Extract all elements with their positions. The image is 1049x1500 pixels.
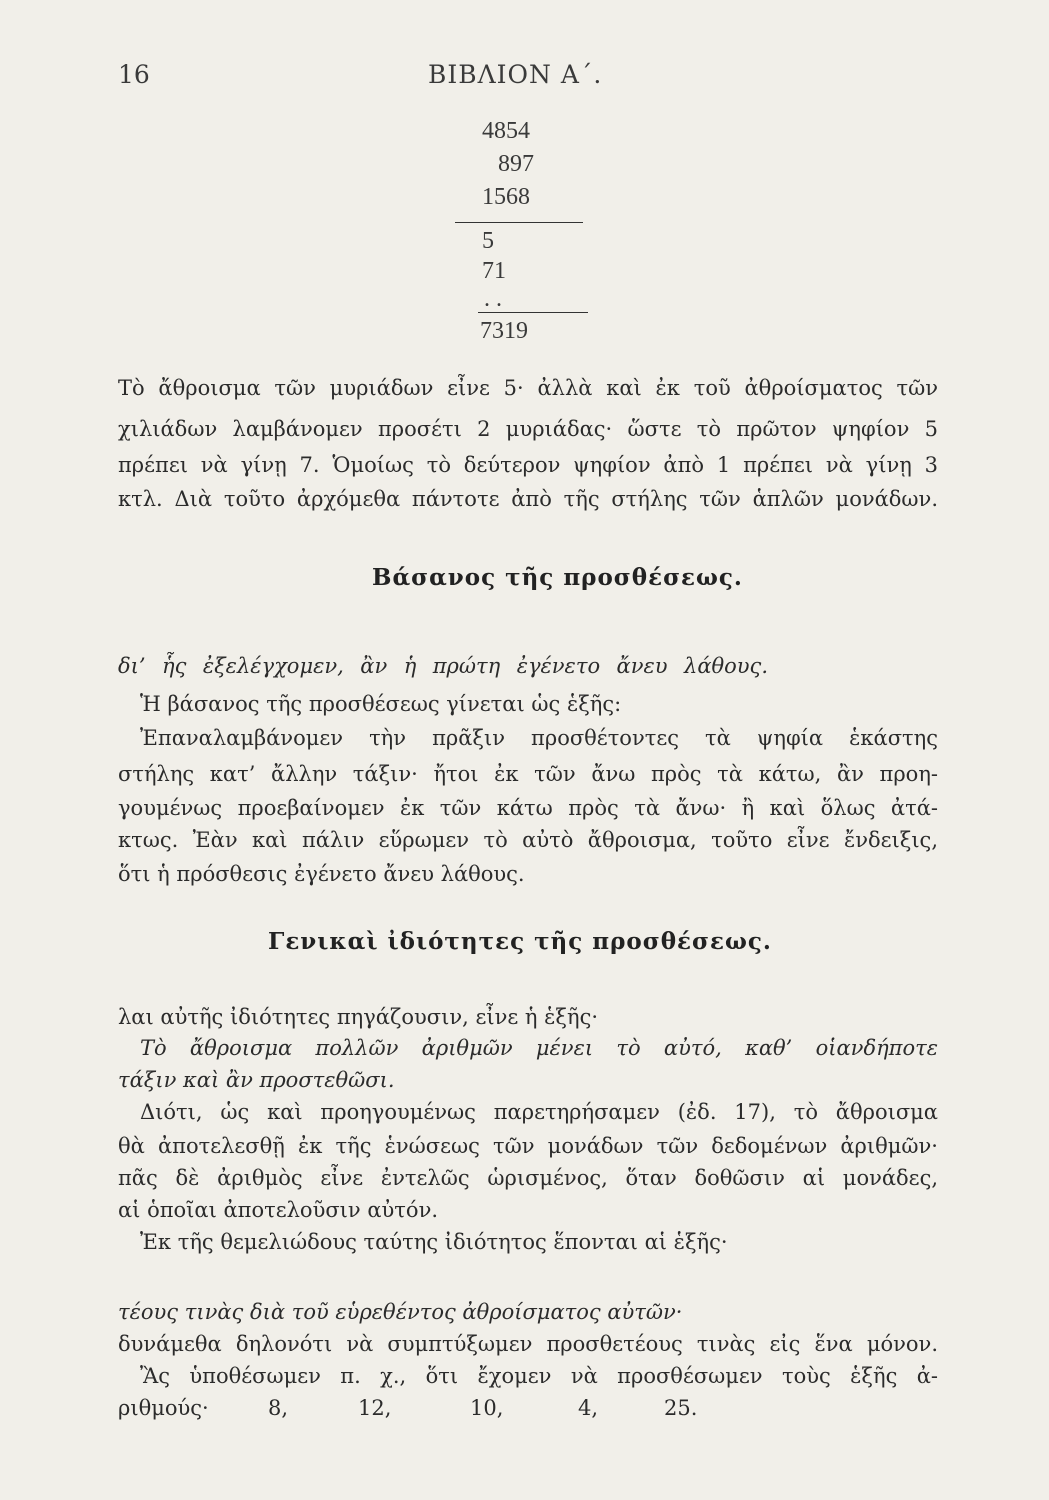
intro-line-1: Τὸ ἄθροισμα τῶν μυριάδων εἶνε 5· ἀλλὰ καὶ ἐκ τοῦ ἀθροίσματος τῶν [118, 376, 938, 400]
page-number: 16 [118, 60, 150, 89]
para-22-body-2: Ἐπαναλαμβάνομεν τὴν πρᾶξιν προσθέτοντες τὰ ψηφία ἑκάστης [140, 726, 938, 750]
para-23-body-4: αἱ ὁποῖαι ἀποτελοῦσιν αὐτόν. [118, 1198, 439, 1222]
addend-1: 4854 [482, 118, 530, 144]
item-1-line-2: τέους τινὰς διὰ τοῦ εὑρεθέντος ἀθροίσματος αὐτῶν· [118, 1300, 683, 1324]
para-22-body-3: στήλης κατ’ ἄλλην τάξιν· ἤτοι ἐκ τῶν ἄνω πρὸς τὰ κάτω, ἂν προη- [118, 762, 938, 786]
definition-line-2: δι’ ἧς ἐξελέγχομεν, ἂν ἡ πρώτη ἐγένετο ἄνευ λάθους. [118, 654, 768, 678]
number-5: 25. [664, 1396, 698, 1420]
running-title: ΒΙΒΛΙΟΝ Α΄. [428, 60, 603, 89]
para-23-body-3: πᾶς δὲ ἀριθμὸς εἶνε ἐντελῶς ὡρισμένος, ὅταν δοθῶσιν αἱ μονάδες, [118, 1166, 938, 1190]
numbers-line [118, 1394, 938, 1424]
para-23-body-7: Ἂς ὑποθέσωμεν π. χ., ὅτι ἔχομεν νὰ προσθέσωμεν τοὺς ἑξῆς ἀ- [140, 1364, 938, 1388]
para-23-body-1: Διότι, ὡς καὶ προηγουμένως παρετηρήσαμεν (ἐδ. 17), τὸ ἄθροισμα [140, 1100, 938, 1124]
number-1: 8, [268, 1396, 289, 1420]
number-2: 12, [358, 1396, 392, 1420]
partial-2: 71 [482, 258, 506, 284]
addend-2: 897 [498, 151, 534, 177]
rule-line-2: τάξιν καὶ ἂν προστεθῶσι. [118, 1068, 395, 1092]
partial-dots: . . [484, 286, 502, 312]
intro-line-2: χιλιάδων λαμβάνομεν προσέτι 2 μυριάδας· ὥστε τὸ πρῶτον ψηφίον 5 [118, 417, 938, 441]
intro-line-3: πρέπει νὰ γίνῃ 7. Ὁμοίως τὸ δεύτερον ψηφίον ἀπὸ 1 πρέπει νὰ γίνῃ 3 [118, 453, 938, 477]
para-23-line-2: λαι αὐτῆς ἰδιότητες πηγάζουσιν, εἶνε ἡ ἑξῆς· [118, 1005, 599, 1029]
partial-1: 5 [482, 228, 494, 254]
para-22-body-4: γουμένως προεβαίνομεν ἐκ τῶν κάτω πρὸς τὰ ἄνω· ἢ καὶ ὅλως ἀτά- [118, 796, 938, 820]
heading-proof-of-addition: Βάσανος τῆς προσθέσεως. [372, 564, 743, 591]
sum-rule [455, 222, 583, 223]
number-4: 4, [578, 1396, 599, 1420]
heading-general-properties: Γενικαὶ ἰδιότητες τῆς προσθέσεως. [268, 928, 772, 955]
para-22-body-5: κτως. Ἐὰν καὶ πάλιν εὕρωμεν τὸ αὐτὸ ἄθροισμα, τοῦτο εἶνε ἔνδειξις, [118, 828, 938, 852]
para-22-body-1: Ἡ βάσανος τῆς προσθέσεως γίνεται ὡς ἑξῆς: [140, 692, 622, 716]
number-3: 10, [470, 1396, 504, 1420]
para-22-body-6: ὅτι ἡ πρόσθεσις ἐγένετο ἄνευ λάθους. [118, 862, 525, 886]
sum-total: 7319 [480, 318, 528, 344]
para-23-body-5: Ἐκ τῆς θεμελιώδους ταύτης ἰδιότητος ἕπονται αἱ ἑξῆς· [140, 1230, 728, 1254]
last-word: ριθμούς· [118, 1396, 209, 1420]
para-23-body-6: δυνάμεθα δηλονότι νὰ συμπτύξωμεν προσθετέους τινὰς εἰς ἕνα μόνον. [118, 1332, 938, 1356]
addend-3: 1568 [482, 184, 530, 210]
para-23-body-2: θὰ ἀποτελεσθῇ ἐκ τῆς ἑνώσεως τῶν μονάδων τῶν δεδομένων ἀριθμῶν· [118, 1134, 938, 1158]
total-rule [478, 312, 588, 313]
page-header [118, 60, 949, 96]
intro-line-4: κτλ. Διὰ τοῦτο ἀρχόμεθα πάντοτε ἀπὸ τῆς στήλης τῶν ἁπλῶν μονάδων. [118, 487, 938, 511]
rule-line-1: Τὸ ἄθροισμα πολλῶν ἀριθμῶν μένει τὸ αὐτό, καθ’ οἱανδήποτε [140, 1036, 938, 1060]
